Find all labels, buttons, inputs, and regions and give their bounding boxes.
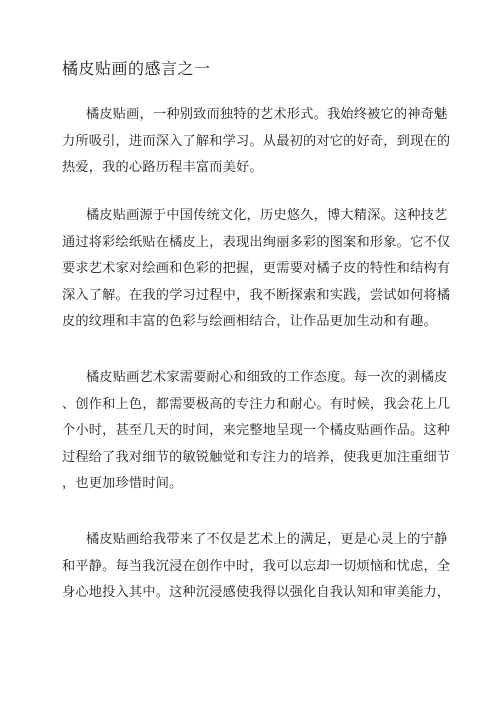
paragraph-line: 橘皮贴画给我带来了不仅是艺术上的满足，更是心灵上的宁静 [86,532,448,547]
paragraph-line: 皮的纹理和丰富的色彩与绘画相结合，让作品更加生动和有趣。 [62,314,437,329]
paragraph-2 [62,203,451,336]
paragraph-line: 橘皮贴画，一种别致而独特的艺术形式。我始终被它的神奇魅 [86,107,448,122]
paragraph-line: ，也更加珍惜时间。 [62,476,183,491]
paragraph-line: 橘皮贴画艺术家需要耐心和细致的工作态度。每一次的剥橘皮 [86,370,448,385]
paragraph-4 [62,527,451,607]
paragraph-line: 个小时，甚至几天的时间，来完整地呈现一个橘皮贴画作品。这种 [62,423,451,438]
paragraph-line: 深入了解。在我的学习过程中，我不断探索和实践，尝试如何将橘 [62,287,451,303]
paragraph-line: 通过将彩绘纸贴在橘皮上，表现出绚丽多彩的图案和形象。它不仅 [62,234,451,250]
paragraph-line: 力所吸引，进而深入了解和学习。从最初的对它的好奇，到现在的 [62,133,451,149]
paragraph-line: 要求艺术家对绘画和色彩的把握，更需要对橘子皮的特性和结构有 [62,261,451,276]
paragraph-line: 、创作和上色，都需要极高的专注力和耐心。有时候，我会花上几 [62,396,451,412]
paragraph-line: 热爱，我的心路历程丰富而美好。 [62,160,263,175]
paragraph-line: 和平静。每当我沉浸在创作中时，我可以忘却一切烦恼和忧虑，全 [62,558,451,574]
paragraph-1 [62,102,451,182]
paragraph-line: 橘皮贴画源于中国传统文化，历史悠久，博大精深。这种技艺 [86,208,448,223]
paragraph-line: 过程给了我对细节的敏锐触觉和专注力的培养，使我更加注重细节 [62,449,451,465]
paragraph-3 [62,365,451,498]
paragraph-line: 身心地投入其中。这种沉浸感使我得以强化自我认知和审美能力， [62,585,451,600]
document-title: 橘皮贴画的感言之一 [62,59,211,78]
